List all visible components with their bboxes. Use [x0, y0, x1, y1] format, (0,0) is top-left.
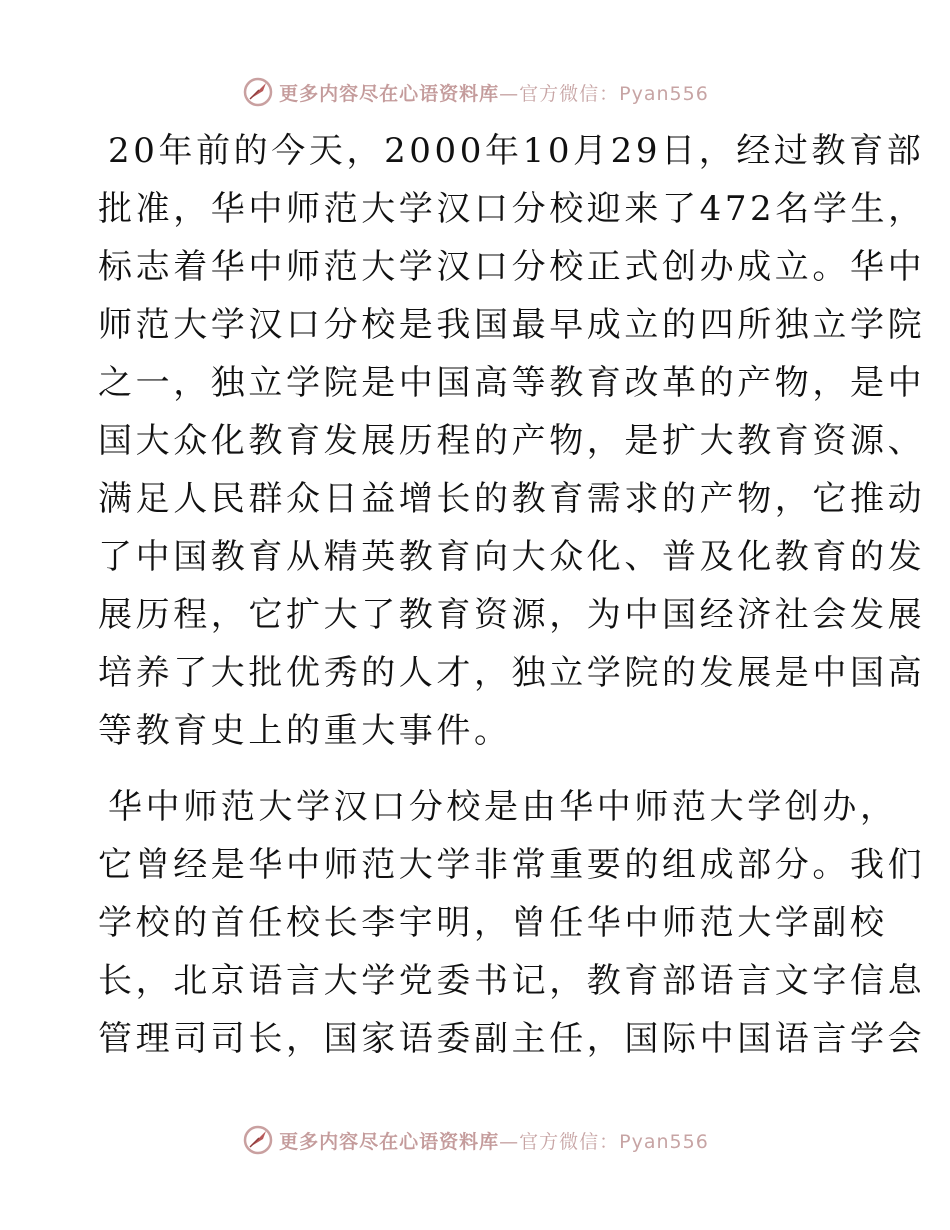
watermark-lead: 更多内容尽在心语资料库	[279, 1130, 500, 1153]
feather-pen-logo-icon	[241, 1123, 275, 1157]
watermark-tail: —官方微信：Pyan556	[499, 82, 709, 105]
watermark-lead: 更多内容尽在心语资料库	[279, 82, 500, 105]
footer-watermark	[0, 1120, 950, 1160]
paragraph-gap	[98, 760, 850, 778]
feather-pen-logo-icon	[241, 75, 275, 109]
text-line: 华中师范大学汉口分校是由华中师范大学创办，	[108, 787, 898, 827]
text-line: 长，北京语言大学党委书记，教育部语言文字信息	[98, 961, 926, 1001]
text-line: 它曾经是华中师范大学非常重要的组成部分。我们	[98, 845, 926, 885]
text-line: 了中国教育从精英教育向大众化、普及化教育的发	[98, 537, 926, 577]
text-line: 20年前的今天，2000年10月29日，经过教育部	[108, 131, 925, 171]
document-body	[98, 122, 926, 1068]
header-watermark	[0, 72, 950, 112]
text-line: 等教育史上的重大事件。	[98, 711, 512, 751]
text-line: 学校的首任校长李宇明，曾任华中师范大学副校	[98, 903, 888, 943]
paragraph-2	[98, 778, 926, 1068]
text-line: 满足人民群众日益增长的教育需求的产物，它推动	[98, 479, 926, 519]
text-line: 之一，独立学院是中国高等教育改革的产物，是中	[98, 363, 926, 403]
text-line: 批准，华中师范大学汉口分校迎来了472名学生，	[98, 189, 926, 229]
text-line: 展历程，它扩大了教育资源，为中国经济社会发展	[98, 595, 926, 635]
watermark-text	[279, 1127, 709, 1154]
text-line: 师范大学汉口分校是我国最早成立的四所独立学院	[98, 305, 926, 345]
text-line: 标志着华中师范大学汉口分校正式创办成立。华中	[98, 247, 926, 287]
watermark-tail: —官方微信：Pyan556	[499, 1130, 709, 1153]
text-line: 国大众化教育发展历程的产物，是扩大教育资源、	[98, 421, 926, 461]
text-line: 管理司司长，国家语委副主任，国际中国语言学会	[98, 1019, 926, 1059]
watermark-text	[279, 79, 709, 106]
paragraph-1	[98, 122, 926, 760]
text-line: 培养了大批优秀的人才，独立学院的发展是中国高	[98, 653, 926, 693]
